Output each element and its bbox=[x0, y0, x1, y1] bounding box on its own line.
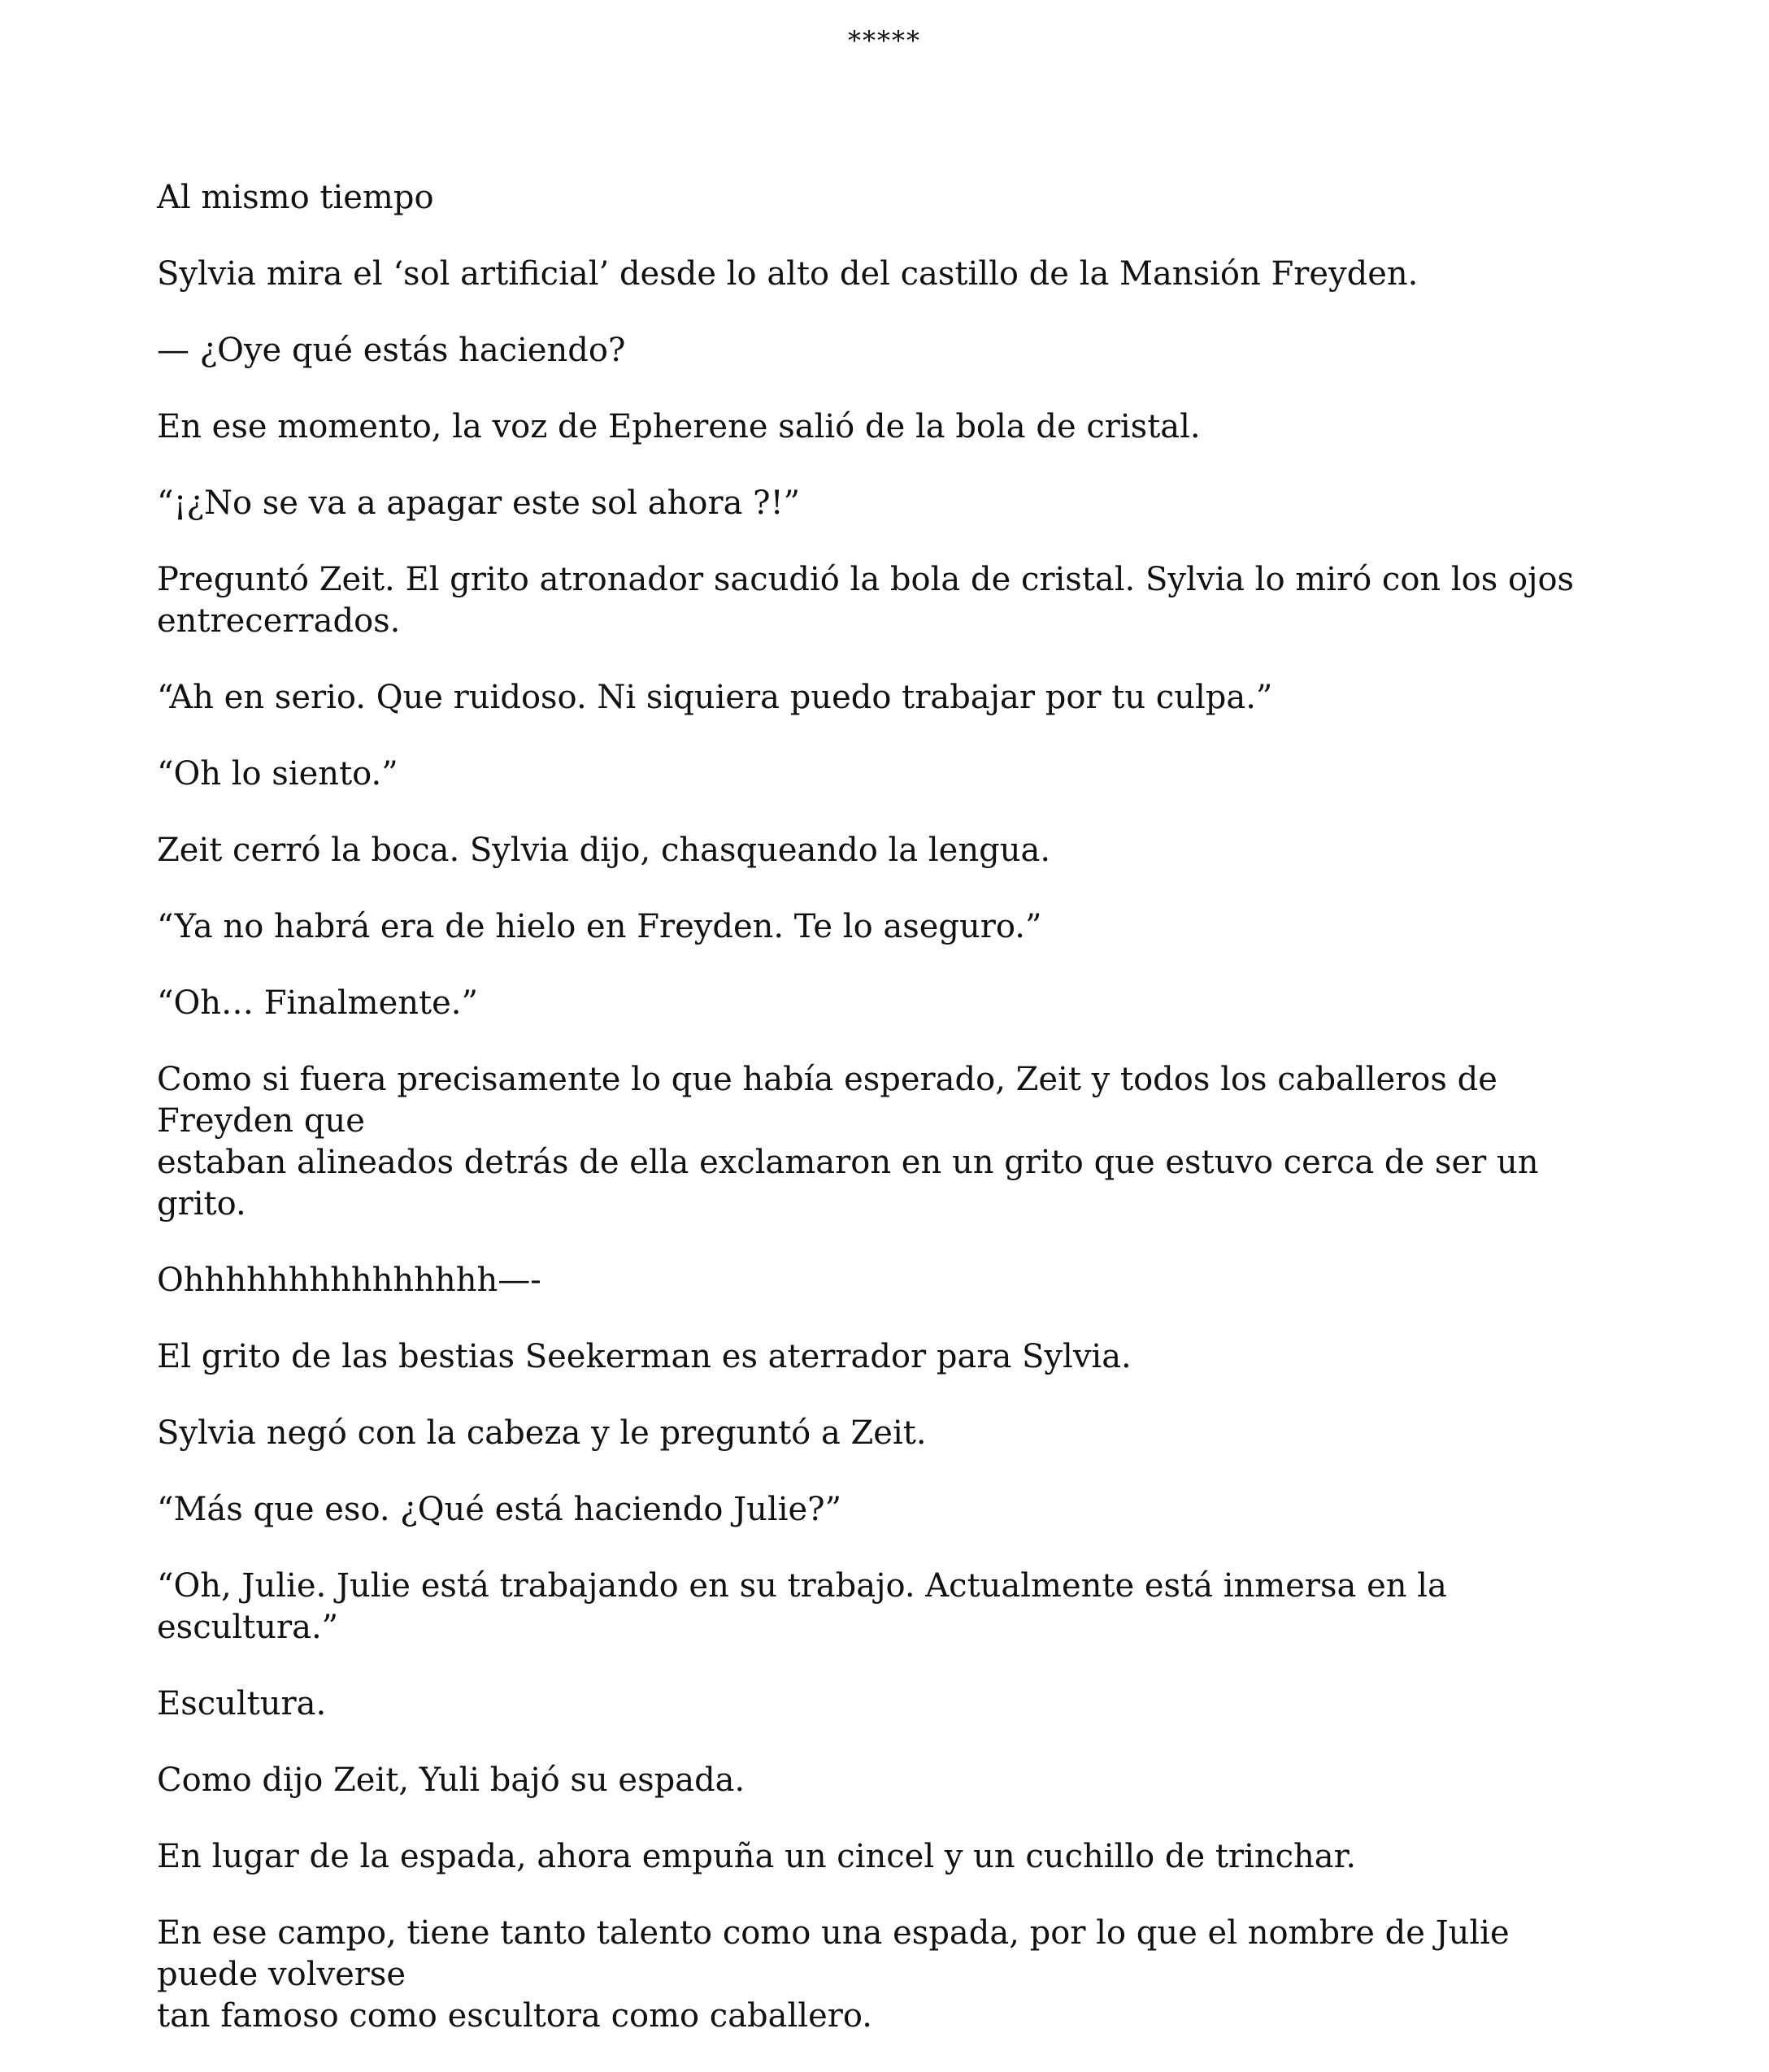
paragraph: Al mismo tiempo bbox=[157, 179, 434, 216]
paragraph: “Oh lo siento.” bbox=[157, 755, 398, 793]
paragraph: Como si fuera precisamente lo que había esperado, Zeit y todos los caballeros de Freyden que estaban alineados detrás de ella exclamaron en un grito que estuvo cerca de ser un grito. bbox=[157, 1061, 1539, 1223]
paragraph: En ese campo, tiene tanto talento como una espada, por lo que el nombre de Julie puede volverse tan famoso como escultora como caballero. bbox=[157, 1914, 1510, 2035]
paragraph: El grito de las bestias Seekerman es aterrador para Sylvia. bbox=[157, 1338, 1132, 1375]
paragraph: Zeit cerró la boca. Sylvia dijo, chasqueando la lengua. bbox=[157, 832, 1051, 869]
paragraph: “Oh… Finalmente.” bbox=[157, 984, 478, 1022]
document-body bbox=[157, 177, 1620, 2072]
paragraph: “Más que eso. ¿Qué está haciendo Julie?” bbox=[157, 1491, 842, 1528]
paragraph: Escultura. bbox=[157, 1685, 327, 1722]
paragraph: En ese momento, la voz de Epherene salió de la bola de cristal. bbox=[157, 408, 1201, 445]
paragraph: “Ah en serio. Que ruidoso. Ni siquiera puedo trabajar por tu culpa.” bbox=[157, 679, 1273, 716]
paragraph: Sylvia negó con la cabeza y le preguntó a Zeit. bbox=[157, 1414, 927, 1452]
paragraph: Como dijo Zeit, Yuli bajó su espada. bbox=[157, 1761, 745, 1799]
paragraph: Ohhhhhhhhhhhhhhh—- bbox=[157, 1262, 541, 1299]
paragraph: “¡¿No se va a apagar este sol ahora ?!” bbox=[157, 484, 801, 522]
section-separator: ***** bbox=[848, 25, 921, 56]
paragraph: — ¿Oye qué estás haciendo? bbox=[157, 332, 626, 369]
paragraph: “Oh, Julie. Julie está trabajando en su trabajo. Actualmente está inmersa en la escultura.” bbox=[157, 1567, 1447, 1646]
paragraph: En lugar de la espada, ahora empuña un cincel y un cuchillo de trinchar. bbox=[157, 1838, 1357, 1875]
paragraph: Preguntó Zeit. El grito atronador sacudió la bola de cristal. Sylvia lo miró con los ojos entrecerrados. bbox=[157, 561, 1575, 640]
paragraph: “Ya no habrá era de hielo en Freyden. Te lo aseguro.” bbox=[157, 908, 1042, 945]
paragraph: Sylvia mira el ‘sol artificial’ desde lo alto del castillo de la Mansión Freyden. bbox=[157, 255, 1419, 293]
